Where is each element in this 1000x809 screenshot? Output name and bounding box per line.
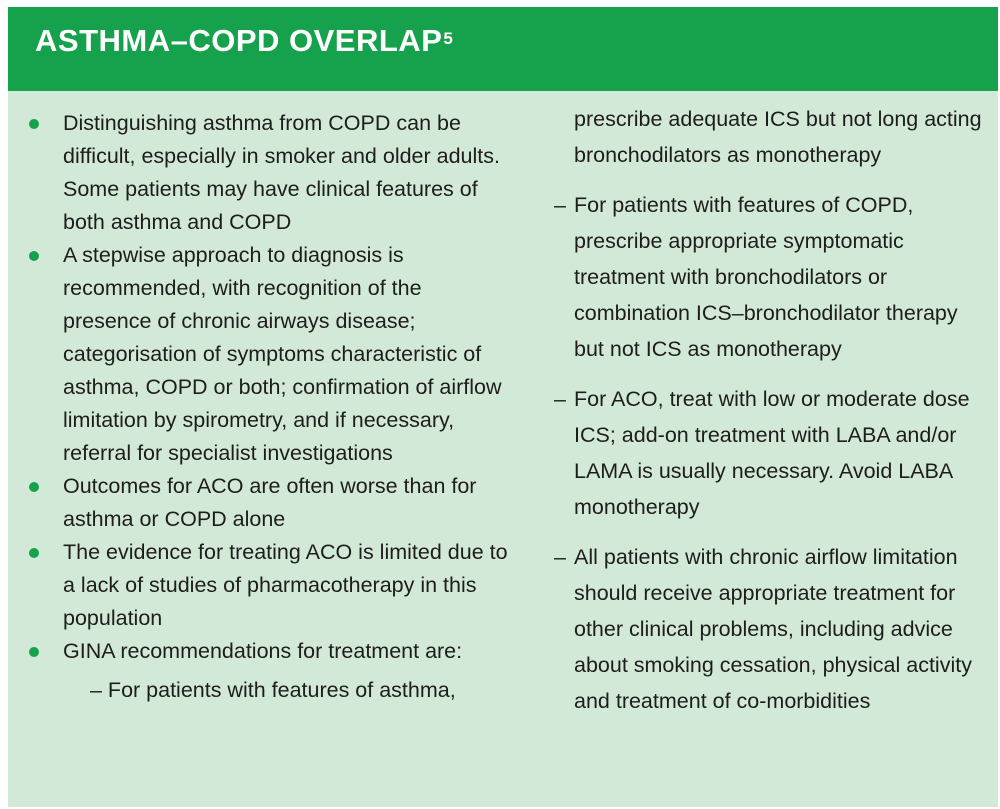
bullet-item (8, 470, 508, 536)
dash-marker: – (554, 193, 566, 217)
bullet-item (8, 239, 508, 470)
box-title (35, 22, 998, 60)
sub-item-text: For ACO, treat with low or moderate dose ICS; add-on treatment with LABA and/or LAMA is usually necessary. Avoid LABA monotherapy (574, 387, 970, 519)
sub-item-text: For patients with features of COPD, prescribe appropriate symptomatic treatment with bronchodilators or combination ICS–bronchodilator therapy but not ICS as monotherapy (574, 193, 958, 361)
dash-marker: – (554, 545, 566, 569)
right-column (548, 101, 988, 733)
bullet-dot-icon (29, 482, 39, 492)
sub-item (548, 381, 988, 525)
sub-item (548, 539, 988, 719)
bullet-text: The evidence for treating ACO is limited due to a lack of studies of pharmacotherapy in this population (63, 540, 508, 630)
bullet-text: Outcomes for ACO are often worse than for asthma or COPD alone (63, 474, 477, 531)
sub-item-asthma-continuation: prescribe adequate ICS but not long acting bronchodilators as monotherapy (574, 107, 982, 167)
dash-marker: – (554, 387, 566, 411)
bullet-item (8, 107, 508, 239)
header-bar (8, 7, 998, 91)
bullet-text: GINA recommendations for treatment are: (63, 639, 463, 663)
bullet-text: A stepwise approach to diagnosis is recommended, with recognition of the presence of chronic airways disease; categorisation of symptoms characteristic of asthma, COPD or both; confirmation of airflow limitation by spirometry, and if necessary, referral for specialist investigations (63, 243, 502, 465)
left-column (8, 107, 508, 707)
reference-superscript: 5 (443, 29, 454, 48)
box-title-text: ASTHMA–COPD OVERLAP (35, 23, 443, 58)
sub-item-text: All patients with chronic airflow limitation should receive appropriate treatment for other clinical problems, including advice about smoking cessation, physical activity and treatment of co-morbidities (574, 545, 972, 713)
bullet-item (8, 536, 508, 635)
sub-item-asthma-start: – For patients with features of asthma, (90, 678, 456, 702)
bullet-dot-icon (29, 647, 39, 657)
bullet-dot-icon (29, 119, 39, 129)
overlap-info-box (8, 7, 998, 807)
sub-item (548, 187, 988, 367)
bullet-item (8, 635, 508, 668)
bullet-dot-icon (29, 548, 39, 558)
bullet-dot-icon (29, 251, 39, 261)
bullet-text: Distinguishing asthma from COPD can be difficult, especially in smoker and older adults. Some patients may have clinical features of both asthma and COPD (63, 111, 500, 234)
